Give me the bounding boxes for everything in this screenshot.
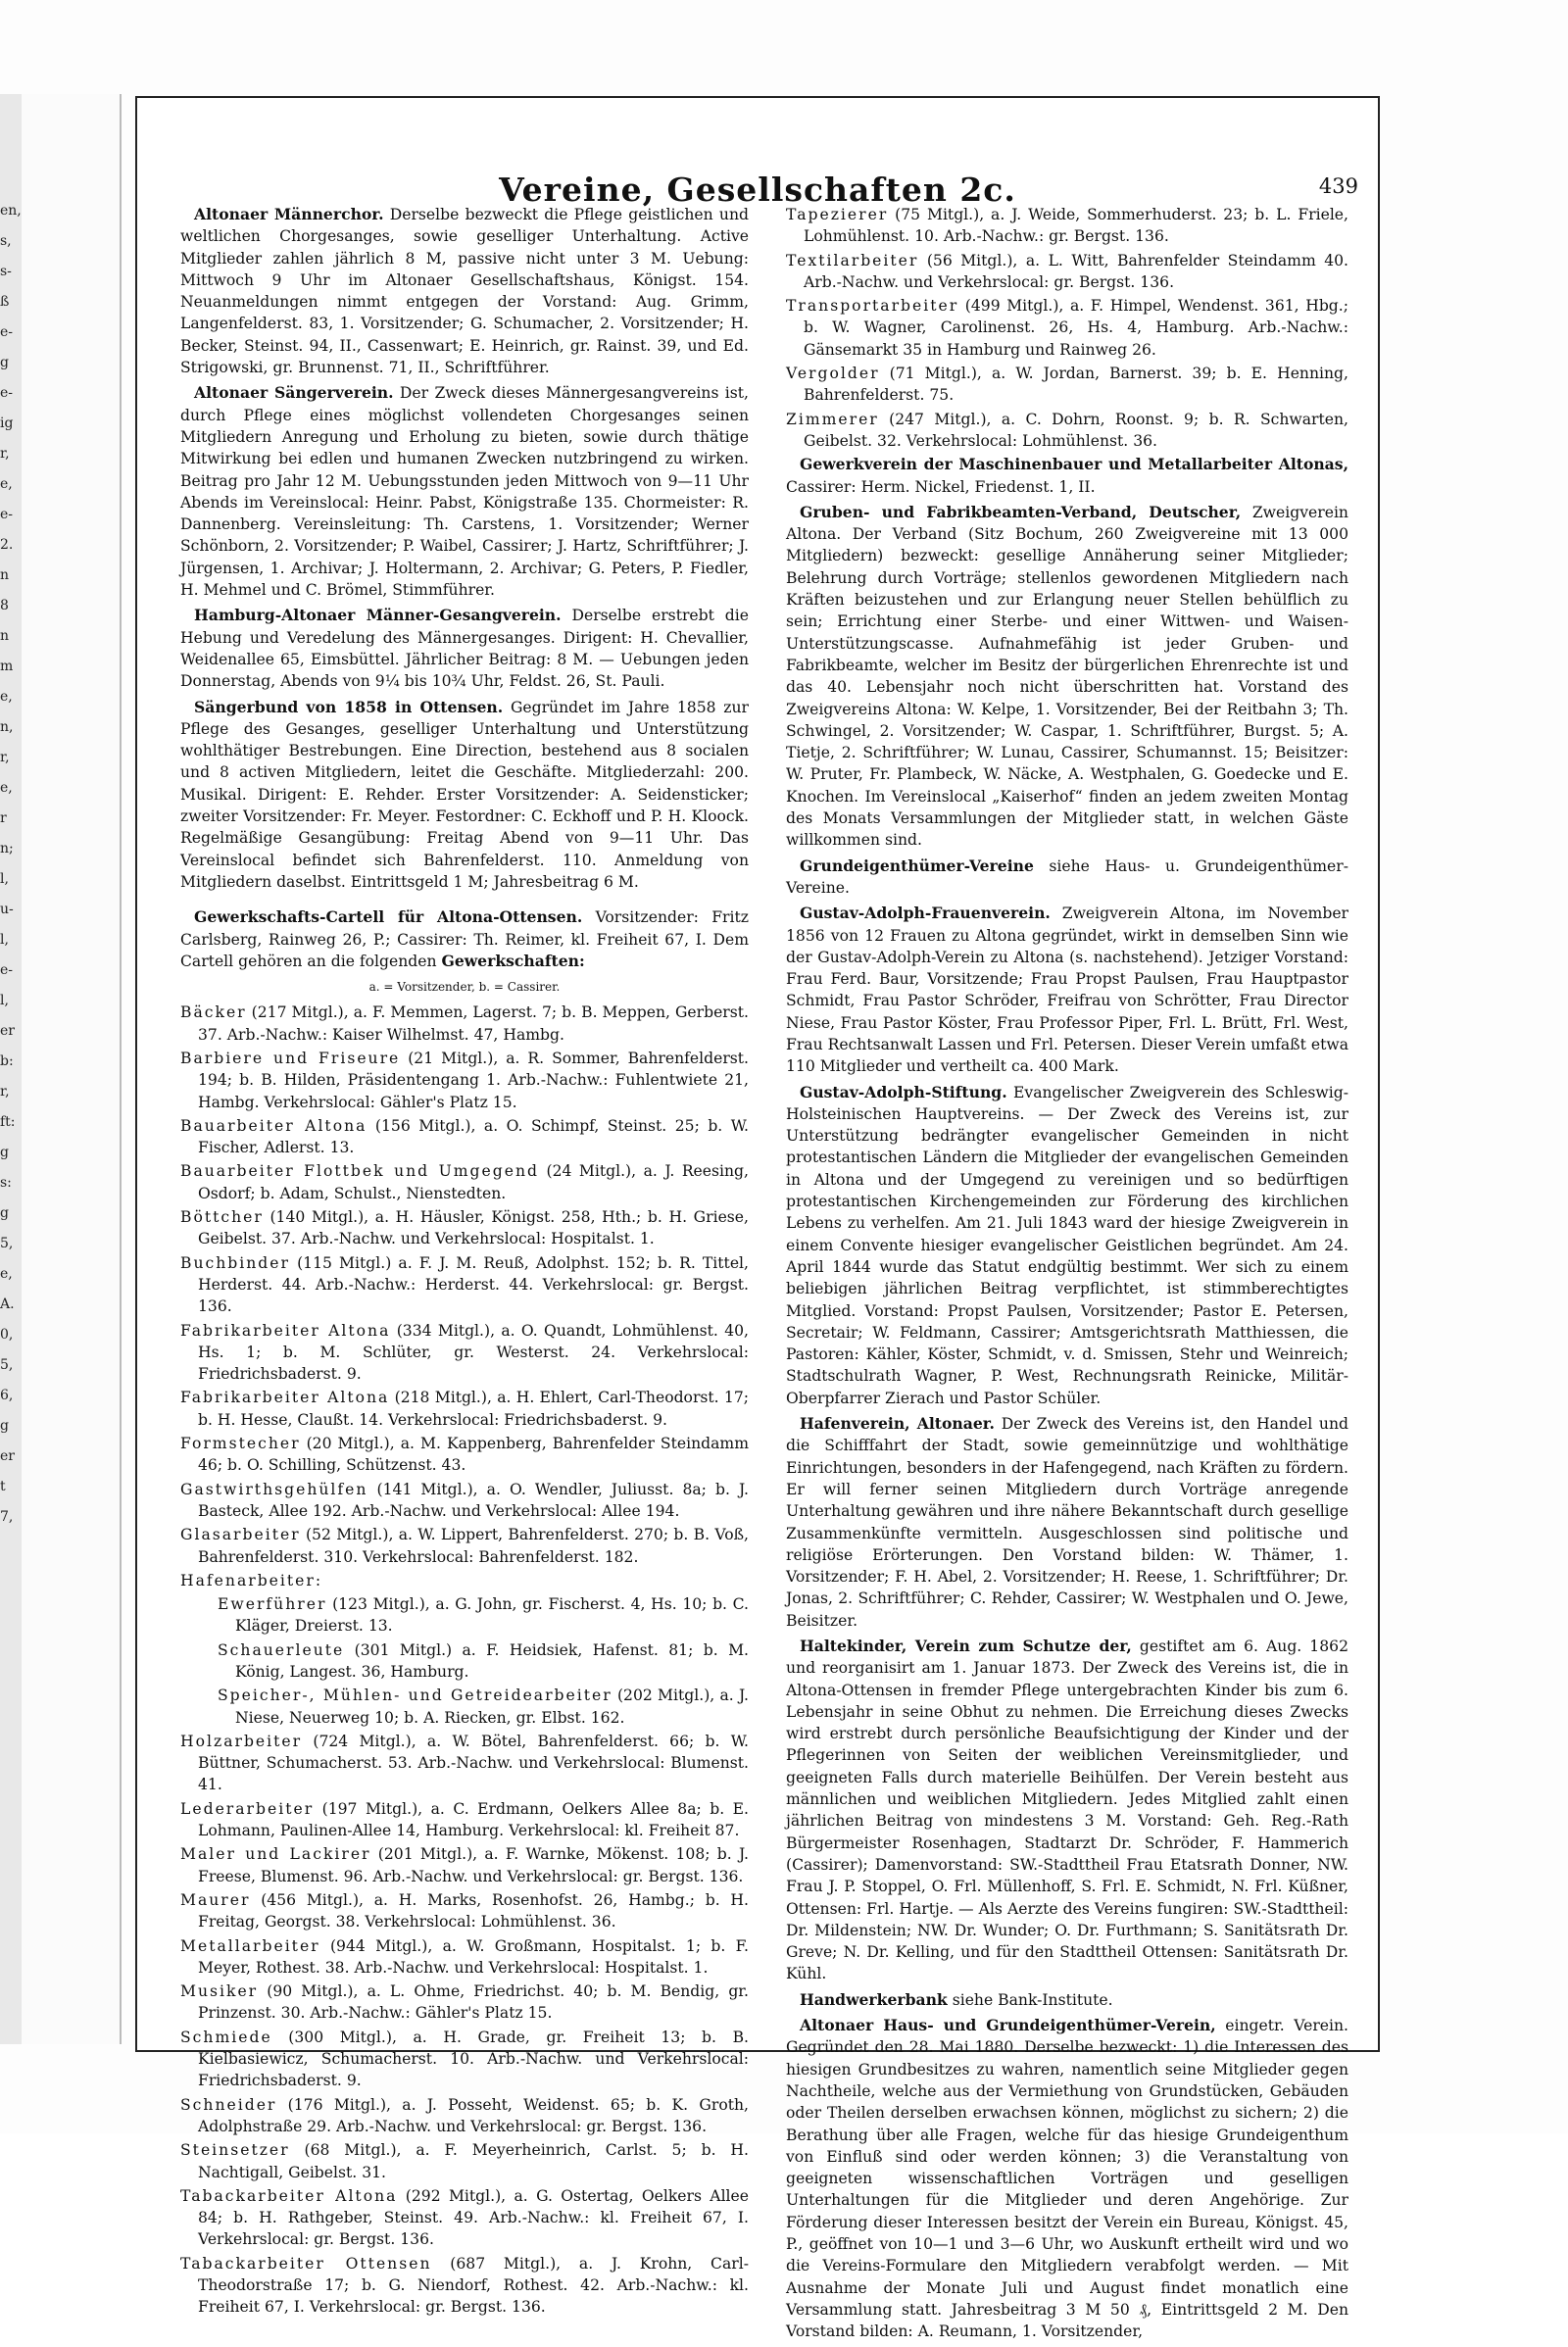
union-name: Böttcher <box>180 1208 264 1227</box>
gutter-fragment: g <box>0 355 9 370</box>
union-entry <box>180 2094 749 2138</box>
union-name: Bäcker <box>180 1003 247 1022</box>
union-details: (52 Mitgl.), a. W. Lippert, Bahrenfelderst. 270; b. B. Voß, Bahrenfelderst. 310. Verkehrslocal: Bahrenfelderst. 182. <box>198 1526 749 1566</box>
union-details: (201 Mitgl.), a. F. Warnke, Mökenst. 108; b. J. Freese, Blumenst. 96. Arb.-Nachw. und Verkehrslocal: gr. Bergst. 136. <box>198 1845 749 1885</box>
union-entry <box>180 2185 749 2251</box>
abbreviation-legend: a. = Vorsitzender, b. = Cassirer. <box>368 980 561 995</box>
gutter-fragment: r, <box>0 1084 10 1100</box>
union-entry <box>180 2139 749 2183</box>
entry-grundeigenthuemer-vereine: Grundeigenthümer-Vereine siehe Haus- u. Grundeigenthümer-Vereine. <box>786 856 1348 897</box>
union-name: Zimmerer <box>786 410 879 428</box>
union-name: Vergolder <box>786 365 880 383</box>
union-details: (301 Mitgl.) a. F. Heidsiek, Hafenst. 81; b. M. König, Langest. 36, Hamburg. <box>235 1640 749 1681</box>
gutter-fragment: l, <box>0 871 9 887</box>
gutter-fragment: m <box>0 659 14 674</box>
union-name: Hafenarbeiter: <box>180 1571 323 1589</box>
gutter-fragment: A. <box>0 1296 15 1312</box>
union-details: (156 Mitgl.), a. O. Schimpf, Steinst. 25; b. W. Fischer, Adlerst. 13. <box>198 1116 750 1157</box>
union-entry <box>786 204 1348 248</box>
entry-gustav-adolph-stiftung: Gustav-Adolph-Stiftung. Evangelischer Zweigverein des Schleswig-Holsteinischen Hauptvereins. — Der Zweck des Vereins ist, zur Unterstützung bedrängter evangelischer Gemeinden in nicht protestantischen Ländern die Mitglieder der evangelischen Gemeinden in Altona und der Umgegend zu vereinigen und so bedürftigen protestantischen Kirchengemeinden zur Förderung des kirchlichen Lebens zu verhelfen. Am 21. Juli 1843 ward der hiesige Zweigverein in einem Convente hiesiger evangelischer Geistlichen begründet. Am 24. April 1844 wurde das Statut endgültig bestimmt. Wer sich zu einem beliebigen jährlichen Beitrag verpflichtet, ist stimmberechtigtes Mitglied. Vorstand: Propst Paulsen, Vorsitzender; Pastor E. Petersen, Secretair; W. Feldmann, Cassirer; Amtsgerichtsrath Matthiessen, die Pastoren: Kähler, Köster, Schmidt, v. d. Smissen, Stehr und Weinreich; Stadtschulrath Wagner, P. West, Rechnungsrath Reinicke, Militär-Oberpfarrer Zierach und Pastor Schüler. <box>786 1082 1348 1407</box>
entry-gruben-fabrikbeamten-verband: Gruben- und Fabrikbeamten-Verband, Deutscher, Zweigverein Altona. Der Verband (Sitz Bochum, 260 Zweigvereine mit 13 000 Mitgliedern) bezweckt: gesellige Annäherung seiner Mitglieder; Belehrung durch Vorträge; stellenlos gewordenen Mitgliedern nach Kräften beizustehen und zur Erlangung neuer Stellen behülflich zu sein; Errichtung einer Sterbe- und einer Wittwen- und Waisen-Unterstützungscasse. Aufnahmefähig ist jeder Gruben- und Fabrikbeamte, welcher im Besitz der bürgerlichen Ehrenrechte ist und das 40. Lebensjahr noch nicht überschritten hat. Vorstand des Zweigvereins Altona: W. Kelpe, 1. Vorsitzender, Bei der Reitbahn 3; Th. Schwingel, 2. Vorsitzender; W. Caspar, 1. Schriftführer, Burgst. 5; A. Tietje, 2. Schriftführer; W. Lunau, Cassirer, Schumannst. 15; Beisitzer: W. Pruter, Fr. Plambeck, W. Näcke, A. Westphalen, G. Goedecke und E. Knochen. Im Vereinslocal „Kaiserhof“ finden an jedem zweiten Montag des Monats Versammlungen der Mitglieder statt, in welchen Gäste willkommen sind. <box>786 502 1348 850</box>
gutter-fragment: e, <box>0 1266 13 1282</box>
union-details: (218 Mitgl.), a. H. Ehlert, Carl-Theodorst. 17; b. H. Hesse, Claußt. 14. Verkehrslocal: Friedrichsbaderst. 9. <box>198 1389 749 1429</box>
union-entry <box>180 1115 749 1159</box>
union-entry <box>180 1639 749 1684</box>
gutter-fragment: e- <box>0 962 14 978</box>
union-name: Transportarbeiter <box>786 297 959 316</box>
entry-haltekinder-verein: Haltekinder, Verein zum Schutze der, gestiftet am 6. Aug. 1862 und reorganisirt am 1. Januar 1873. Der Zweck des Vereins ist, die in Altona-Ottensen in fremder Pflege untergebrachten Kinder bis zum 6. Lebensjahr in seine Obhut zu nehmen. Die Erreichung dieses Zwecks wird erstrebt durch persönliche Beaufsichtigung der Kinder und der Pflegerinnen von Seiten der weiblichen Vereinsmitglieder, und geeigneten Falls durch materielle Beihülfen. Der Verein besteht aus männlichen und weiblichen Mitgliedern. Jedes Mitglied zahlt einen jährlichen Beitrag von mindestens 3 M. Vorstand: Geh. Reg.-Rath Bürgermeister Rosenhagen, Stadtarzt Dr. Schröder, F. Hammerich (Cassirer); Damenvorstand: SW.-Stadttheil Frau Etatsrath Donner, NW. Frau J. P. Stoppel, O. Frl. Müllenhoff, S. Frl. E. Schmidt, N. Frl. Küßner, Ottensen: Frl. Hartje. — Als Aerzte des Vereins fungiren: SW.-Stadttheil: Dr. Mildenstein; NW. Dr. Wunder; O. Dr. Furthmann; S. Sanitätsrath Dr. Greve; N. Dr. Kelling, und für den Stadttheil Ottensen: Sanitätsrath Dr. Kühl. <box>786 1637 1348 1983</box>
page-number: 439 <box>1318 174 1358 198</box>
entry-altonaer-maennerchor: Altonaer Männerchor. Derselbe bezweckt die Pflege geistlichen und weltlichen Chorgesanges, sowie geselliger Unterhaltung. Active Mitglieder zahlen jährlich 8 M, passive nicht unter 3 M. Uebung: Mittwoch 9 Uhr im Altonaer Gesellschaftshaus, Königst. 154. Neuanmeldungen nimmt entgegen der Vorstand: Aug. Grimm, Langenfelderst. 83, 1. Vorsitzender; G. Schumacher, 2. Vorsitzender; H. Becker, Steinst. 94, II., Cassenwart; E. Heinrich, gr. Rainst. 39, und Ed. Strigowski, gr. Brunnenst. 71, II., Schriftführer. <box>180 205 749 377</box>
union-name: Bauarbeiter Altona <box>180 1116 368 1135</box>
gutter-fragment: g <box>0 1205 9 1221</box>
union-entry <box>180 1160 749 1204</box>
union-details: (75 Mitgl.), a. J. Weide, Sommerhuderst. 23; b. L. Friele, Lohmühlenst. 10. Arb.-Nachw.: gr. Bergst. 136. <box>804 206 1348 246</box>
gutter-fragment: l, <box>0 993 9 1008</box>
union-details: (724 Mitgl.), a. W. Bötel, Bahrenfelderst. 66; b. W. Büttner, Schumacherst. 53. Arb.-Nachw. und Verkehrslocal: Blumenst. 41. <box>198 1732 749 1794</box>
gutter-fragment: r, <box>0 750 10 765</box>
union-entry <box>180 1980 749 2025</box>
gutter-fragment: e, <box>0 689 13 705</box>
union-entry <box>180 1479 749 1523</box>
entry-altonaer-saengerverein: Altonaer Sängerverein. Der Zweck dieses Männergesangvereins ist, durch Pflege eines möglichst vollendeten Chorgesanges seinen Mitgliedern Anregung und Erholung zu bieten, sowie durch thätige Mitwirkung bei edlen und humanen Zwecken nutzbringend zu wirken. Beitrag pro Jahr 12 M. Uebungsstunden jeden Mittwoch von 9—11 Uhr Abends im Vereinslocal: Heinr. Pabst, Königstraße 135. Chormeister: R. Dannenberg. Vereinsleitung: Th. Carstens, 1. Vorsitzender; Werner Schönborn, 2. Vorsitzender; P. Waibel, Cassirer; J. Hartz, Schriftführer; J. Jürgensen, 1. Archivar; J. Holtermann, 2. Archivar; G. Peters, P. Fiedler, H. Mehmel und C. Brömel, Stimmführer. <box>180 383 750 600</box>
union-name: Maler und Lackirer <box>180 1845 371 1864</box>
union-entry <box>786 409 1348 453</box>
gutter-fragment: n; <box>0 841 14 856</box>
union-name: Fabrikarbeiter Altona <box>180 1389 390 1407</box>
union-details: (334 Mitgl.), a. O. Quandt, Lohmühlenst. 40, Hs. 1; b. M. Schlüter, gr. Westerst. 24. Verkehrslocal: Friedrichsbaderst. 9. <box>198 1321 749 1384</box>
gutter-fragment: e- <box>0 385 14 401</box>
union-name: Maurer <box>180 1890 251 1909</box>
union-details: (944 Mitgl.), a. W. Großmann, Hospitalst. 1; b. F. Meyer, Rothest. 38. Arb.-Nachw. und Verkehrslocal: Hospitalst. 1. <box>198 1936 749 1977</box>
gutter-fragment: s- <box>0 264 12 279</box>
gutter-fragment: ig <box>0 416 14 431</box>
union-entry <box>180 1433 749 1477</box>
gutter-fragment: 5, <box>0 1357 14 1373</box>
left-column <box>180 204 749 2321</box>
hafenarbeiter-sublist <box>180 1593 749 1729</box>
gutter-fragment: r <box>0 810 7 826</box>
gutter-fragment: 2. <box>0 537 14 553</box>
union-entry <box>180 1570 749 1591</box>
union-details: (217 Mitgl.), a. F. Memmen, Lagerst. 7; b. B. Meppen, Gerberst. 37. Arb.-Nachw.: Kaiser Wilhelmst. 47, Hambg. <box>198 1003 749 1044</box>
union-details: (456 Mitgl.), a. H. Marks, Rosenhofst. 26, Hambg.; b. H. Freitag, Georgst. 38. Verkehrslocal: Lohmühlenst. 36. <box>198 1890 749 1931</box>
union-name: Formstecher <box>180 1435 301 1453</box>
union-entry <box>180 1685 749 1729</box>
union-entry <box>180 1206 749 1250</box>
gutter-fragment: 6, <box>0 1388 14 1403</box>
page-title: Vereine, Gesellschaften 2c. <box>499 171 1016 209</box>
union-entry <box>180 1387 749 1431</box>
union-name: Schneider <box>180 2095 277 2114</box>
union-details: (71 Mitgl.), a. W. Jordan, Barnerst. 39; b. E. Henning, Bahrenfelderst. 75. <box>804 365 1348 405</box>
book-page <box>135 96 1380 2341</box>
gutter-fragment: g <box>0 1418 9 1434</box>
gutter-fragment: s: <box>0 1175 12 1191</box>
entry-gustav-adolph-frauenverein: Gustav-Adolph-Frauenverein. Zweigverein Altona, im November 1856 von 12 Frauen zu Altona gegründet, wirkt in demselben Sinn wie der Gustav-Adolph-Verein zu Altona (s. nachstehend). Jetziger Vorstand: Frau Ferd. Baur, Vorsitzende; Frau Propst Paulsen, Frau Hauptpastor Schmidt, Frau Pastor Schröder, Freifrau von Schrötter, Frau Director Niese, Frau Pastor Köster, Frau Professor Piper, Frl. L. Brütt, Frl. West, Frau Rechtsanwalt Lassen und Frl. Petersen. Dieser Verein umfaßt etwa 110 Mitglieder und vertheilt ca. 400 Mark. <box>786 904 1348 1076</box>
union-entry <box>180 1731 749 1796</box>
union-name: Schmiede <box>180 2028 272 2046</box>
union-name: Steinsetzer <box>180 2141 290 2160</box>
gutter-fragment: n <box>0 567 10 583</box>
union-name: Barbiere und Friseure <box>180 1049 401 1067</box>
entry-hamburg-altonaer-maenner-gesangverein: Hamburg-Altonaer Männer-Gesangverein. Derselbe erstrebt die Hebung und Veredelung des Männergesanges. Dirigent: H. Chevallier, Weidenallee 65, Eimsbüttel. Jährlicher Beitrag: 8 M. — Uebungen jeden Donnerstag, Abends von 9¼ bis 10¾ Uhr, Feldst. 26, St. Pauli. <box>180 606 749 691</box>
gutter-fragment: r, <box>0 446 10 462</box>
union-entry <box>180 1593 749 1638</box>
union-details: (202 Mitgl.), a. J. Niese, Neuerweg 10; b. A. Riecken, gr. Elbst. 162. <box>235 1687 749 1727</box>
entry-hafenverein-altonaer: Hafenverein, Altonaer. Der Zweck des Vereins ist, den Handel und die Schifffahrt der Stadt, sowie gemeinnützige und wohlthätige Einrichtungen, besonders in der Hafengegend, nach Kräften zu fördern. Er will ferner seinen Mitgliedern durch Vorträge anregende Unterhaltung gewähren und ihre nähere Bekanntschaft durch gesellige Zusammenkünfte vermitteln. Ausgeschlossen sind politische und religiöse Erörterungen. Den Vorstand bilden: W. Thämer, 1. Vorsitzender; F. H. Abel, 2. Vorsitzender; H. Reese, 1. Schriftführer; Dr. Jonas, 2. Schriftführer; C. Rehder, Cassirer; W. Westphalen und O. Jewe, Beisitzer. <box>786 1414 1348 1630</box>
union-entry <box>180 1048 749 1113</box>
entry-gewerkverein-maschinenbauer: Gewerkverein der Maschinenbauer und Metallarbeiter Altonas, Cassirer: Herm. Nickel, Friedenst. 1, II. <box>786 455 1348 496</box>
union-list-right <box>786 204 1348 452</box>
gutter-fragment: en, <box>0 203 22 219</box>
union-name: Tabackarbeiter Altona <box>180 2186 398 2205</box>
gutter-fragment: er <box>0 1448 15 1464</box>
gutter-fragment: er <box>0 1023 15 1039</box>
gutter-fragment: e- <box>0 324 14 340</box>
union-entry <box>180 1935 749 1980</box>
entry-handwerkerbank: Handwerkerbank siehe Bank-Institute. <box>800 1989 1113 2009</box>
gutter-fragment: 0, <box>0 1327 14 1343</box>
right-column <box>786 204 1348 2347</box>
union-details: (247 Mitgl.), a. C. Dohrn, Roonst. 9; b. R. Schwarten, Geibelst. 32. Verkehrslocal: Lohmühlenst. 36. <box>804 410 1348 450</box>
union-name: Schauerleute <box>218 1640 345 1659</box>
union-details: (176 Mitgl.), a. J. Posseht, Weidenst. 65; b. K. Groth, Adolphstraße 29. Arb.-Nachw. und Verkehrslocal: gr. Bergst. 136. <box>198 2095 749 2135</box>
union-entry <box>180 1889 749 1933</box>
previous-page-edge <box>22 94 122 2044</box>
union-name: Gastwirthsgehülfen <box>180 1480 368 1498</box>
union-entry <box>180 1843 749 1887</box>
union-name: Glasarbeiter <box>180 1526 301 1544</box>
union-details: (90 Mitgl.), a. L. Ohme, Friedrichst. 40; b. M. Bendig, gr. Prinzenst. 30. Arb.-Nachw.: Gähler's Platz 15. <box>198 1982 749 2023</box>
union-details: (292 Mitgl.), a. G. Ostertag, Oelkers Allee 84; b. H. Rathgeber, Steinst. 49. Arb.-Nachw.: kl. Freiheit 67, I. Verkehrslocal: gr. Bergst. 136. <box>198 2186 749 2249</box>
union-name: Buchbinder <box>180 1253 290 1272</box>
union-name: Tabackarbeiter Ottensen <box>180 2254 432 2273</box>
gutter-fragment: g <box>0 1145 9 1160</box>
union-details: (300 Mitgl.), a. H. Grade, gr. Freiheit 13; b. B. Kielbasiewicz, Schumacherst. 10. Arb.-Nachw. und Verkehrslocal: Friedrichsbaderst. 9. <box>198 2028 749 2090</box>
gutter-fragment: e, <box>0 476 13 492</box>
gutter-fragment: n <box>0 628 10 644</box>
gutter-fragment: 5, <box>0 1236 14 1251</box>
gutter-fragment: e- <box>0 507 14 522</box>
gutter-fragment: 7, <box>0 1509 14 1525</box>
entry-gewerkschafts-cartell: Gewerkschafts-Cartell für Altona-Ottensen. Vorsitzender: Fritz Carlsberg, Rainweg 26, P.; Cassirer: Th. Reimer, kl. Freiheit 67, I. Dem Cartell gehören an die folgenden Gewerkschaften: <box>180 907 749 970</box>
union-name: Speicher-, Mühlen- und Getreidearbeiter <box>218 1687 612 1705</box>
union-details: (21 Mitgl.), a. R. Sommer, Bahrenfelderst. 194; b. B. Hilden, Präsidentengang 1. Arb.-Nachw.: Fuhlentwiete 21, Hambg. Verkehrslocal: Gähler's Platz 15. <box>198 1049 750 1111</box>
gutter-text-fragments <box>0 196 22 1533</box>
gutter-fragment: t <box>0 1479 6 1494</box>
gutter-fragment: 8 <box>0 598 9 613</box>
union-entry <box>786 363 1348 407</box>
union-details: (68 Mitgl.), a. F. Meyerheinrich, Carlst. 5; b. H. Nachtigall, Geibelst. 31. <box>198 2141 749 2181</box>
union-details: (115 Mitgl.) a. F. J. M. Reuß, Adolphst. 152; b. R. Tittel, Herderst. 44. Arb.-Nachw.: Herderst. 44. Verkehrslocal: gr. Bergst. 136. <box>198 1253 749 1316</box>
union-name: Fabrikarbeiter Altona <box>180 1321 391 1340</box>
gutter-fragment: n, <box>0 719 14 735</box>
union-name: Lederarbeiter <box>180 1799 315 1818</box>
gutter-fragment: e, <box>0 780 13 796</box>
entry-saengerbund-1858: Sängerbund von 1858 in Ottensen. Gegründet im Jahre 1858 zur Pflege des Gesanges, geselliger Unterhaltung und Unterstützung wohlthätiger Bestrebungen. Eine Direction, bestehend aus 8 socialen und 8 activen Mitgliedern, leitet die Geschäfte. Mitgliederzahl: 200. Musikal. Dirigent: E. Rehder. Erster Vorsitzender: A. Seidensticker; zweiter Vorsitzender: Fr. Meyer. Festordner: C. Eckhoff und P. H. Kloock. Regelmäßige Gesangübung: Freitag Abend von 9—11 Uhr. Das Vereinslocal befindet sich Bahrenfelderst. 110. Anmeldung von Mitgliedern daselbst. Eintrittsgeld 1 M; Jahresbeitrag 6 M. <box>180 697 749 891</box>
gutter-fragment: s, <box>0 233 12 249</box>
union-name: Ewerführer <box>218 1595 327 1614</box>
entry-haus-grundeigenthuemer-verein: Altonaer Haus- und Grundeigenthümer-Verein, eingetr. Verein. Gegründet den 28. Mai 1880. Derselbe bezweckt: 1) die Interessen des hiesigen Grundbesitzes zu wahren, namentlich seine Mitglieder gegen Nachtheile, welche aus der Vermiethung von Grundstücken, Gebäuden oder Theilen derselben erwachsen können, möglichst zu sichern; 2) die Berathung über alle Fragen, welche für das hiesige Grundeigenthum von Einfluß sind oder werden können; 3) die Veranstaltung von geeigneten wissenschaftlichen Vorträgen und geselligen Unterhaltungen für die Mitglieder und deren Angehörige. Zur Förderung dieser Interessen besitzt der Verein ein Bureau, Königst. 45, P., geöffnet von 10—1 und 3—6 Uhr, wo Auskunft ertheilt wird und wo die Vereins-Formulare den Mitgliedern verabfolgt werden. — Mit Ausnahme der Monate Juli und August findet monatlich eine Versammlung statt. Jahresbeitrag 3 M 50 ₰, Eintrittsgeld 2 M. Den Vorstand bilden: A. Reumann, 1. Vorsitzender, <box>786 2016 1348 2341</box>
union-details: (141 Mitgl.), a. O. Wendler, Juliusst. 8a; b. J. Basteck, Allee 192. Arb.-Nachw. und Verkehrslocal: Allee 194. <box>198 1480 749 1520</box>
union-entry <box>180 1320 749 1386</box>
union-entry <box>786 250 1348 294</box>
union-details: (20 Mitgl.), a. M. Kappenberg, Bahrenfelder Steindamm 46; b. O. Schilling, Schützenst. 43. <box>198 1435 749 1475</box>
union-details: (123 Mitgl.), a. G. John, gr. Fischerst. 4, Hs. 10; b. C. Kläger, Dreierst. 13. <box>235 1595 749 1636</box>
union-name: Tapezierer <box>786 206 889 223</box>
gutter-fragment: ß <box>0 294 10 310</box>
gutter-fragment: ft: <box>0 1114 16 1130</box>
union-entry <box>180 1252 749 1318</box>
union-details: (687 Mitgl.), a. J. Krohn, Carl-Theodorstraße 17; b. G. Niendorf, Rothest. 42. Arb.-Nachw.: kl. Freiheit 67, I. Verkehrslocal: gr. Bergst. 136. <box>198 2254 749 2317</box>
union-name: Textilarbeiter <box>786 251 919 269</box>
union-details: (140 Mitgl.), a. H. Häusler, Königst. 258, Hth.; b. H. Griese, Geibelst. 37. Arb.-Nachw. und Verkehrslocal: Hospitalst. 1. <box>198 1208 749 1248</box>
union-list-left <box>180 1002 749 1591</box>
union-name: Holzarbeiter <box>180 1732 303 1750</box>
union-entry <box>180 1002 749 1046</box>
union-list-left-continued <box>180 1731 749 2319</box>
union-details: (56 Mitgl.), a. L. Witt, Bahrenfelder Steindamm 40. Arb.-Nachw. und Verkehrslocal: gr. Bergst. 136. <box>804 251 1348 291</box>
union-entry <box>180 2027 749 2092</box>
union-entry <box>786 295 1348 361</box>
union-details: (499 Mitgl.), a. F. Himpel, Wendenst. 361, Hbg.; b. W. Wagner, Carolinenst. 26, Hs. 4, Hamburg. Arb.-Nachw.: Gänsemarkt 35 in Hamburg und Rainweg 26. <box>804 297 1348 359</box>
gutter-fragment: l, <box>0 932 9 948</box>
gutter-fragment: u- <box>0 902 14 917</box>
union-name: Bauarbeiter Flottbek und Umgegend <box>180 1162 539 1181</box>
gutter-fragment: b: <box>0 1053 14 1069</box>
union-entry <box>180 1798 749 1842</box>
union-name: Musiker <box>180 1982 259 2001</box>
union-entry <box>180 2253 749 2319</box>
union-details: (24 Mitgl.), a. J. Reesing, Osdorf; b. Adam, Schulst., Nienstedten. <box>198 1162 749 1202</box>
union-name: Metallarbeiter <box>180 1936 320 1955</box>
union-entry <box>180 1524 749 1568</box>
union-details: (197 Mitgl.), a. C. Erdmann, Oelkers Allee 8a; b. E. Lohmann, Paulinen-Allee 14, Hamburg. Verkehrslocal: kl. Freiheit 87. <box>198 1799 749 1840</box>
